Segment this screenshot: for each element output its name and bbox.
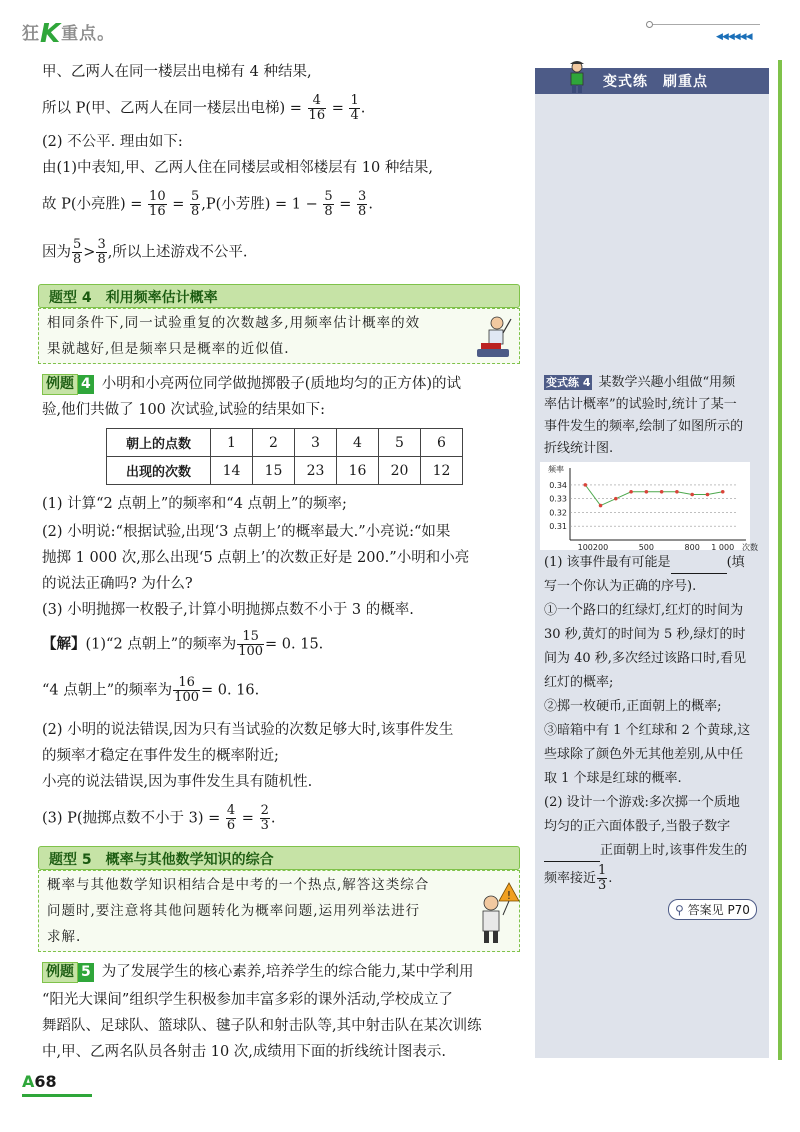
section-note-type4 xyxy=(38,308,520,364)
x-tick-label: 100 xyxy=(577,543,593,552)
fraction: $\frac{5}{8}$ xyxy=(324,189,333,219)
text-line: (1) 该事件最有可能是 (填 xyxy=(544,552,745,574)
text-line: (1) 计算“2 点朝上”的频率和“4 点朝上”的频率; xyxy=(42,496,347,512)
section-note-type5 xyxy=(38,870,520,952)
section-title: 题型 4 利用频率估计概率 xyxy=(49,290,218,306)
page-number: A68 xyxy=(22,1072,57,1091)
data-point xyxy=(629,490,633,494)
student-icon xyxy=(565,60,589,94)
text-line: 间为 40 秒,多次经过该路口时,看见 xyxy=(544,651,747,666)
table-header-cell: 朝上的点数 xyxy=(107,429,211,457)
key-icon: ⚲ xyxy=(675,903,684,917)
brand-logo xyxy=(22,16,116,49)
answer-blank[interactable] xyxy=(671,560,727,574)
text-line: 【解】(1)“2 点朝上”的频率为 $\frac{15}{100}$ = 0. 15. xyxy=(42,629,324,659)
text-line: ①一个路口的红绿灯,红灯的时间为 xyxy=(544,603,744,618)
fraction: $\frac{1}{4}$ xyxy=(350,93,359,123)
fraction: $\frac{4}{6}$ xyxy=(226,803,236,833)
text-line: 甲、乙两人在同一楼层出电梯有 4 种结果, xyxy=(42,64,312,80)
note-line: 果就越好,但是频率只是概率的近似值. xyxy=(47,341,290,357)
fraction: $\frac{15}{100}$ xyxy=(238,629,264,659)
page-edge-bar xyxy=(778,60,782,1060)
text-line: 红灯的概率; xyxy=(544,675,614,690)
text-line: 取 1 个球是红球的概率. xyxy=(544,771,682,786)
text-line: 率估计概率”的试验时,统计了某一 xyxy=(544,397,737,412)
frequency-line-chart xyxy=(540,462,758,552)
text-line: 因为 $\frac{5}{8}$ > $\frac{3}{8}$ ,所以上述游戏不公平. xyxy=(42,237,248,267)
variant-tag: 变式练 4 xyxy=(546,376,591,389)
fraction: $\frac{16}{100}$ xyxy=(174,675,199,705)
svg-text:!: ! xyxy=(506,889,512,902)
data-point xyxy=(599,504,603,508)
text-line: 由(1)中表知,甲、乙两人住在同楼层或相邻楼层有 10 种结果, xyxy=(42,160,433,176)
table-cell: 6 xyxy=(421,429,463,457)
example-line: 例题 5 为了发展学生的核心素养,培养学生的综合能力,某中学利用 xyxy=(42,962,473,983)
text-line: 变式练 4 某数学兴趣小组做“用频 xyxy=(546,375,736,390)
text-line: 所以 P(甲、乙两人在同一楼层出电梯) = $\frac{4}{16}$ = $\frac{1}{4}$ . xyxy=(42,93,366,123)
table-cell: 23 xyxy=(295,457,337,485)
text-line: 小亮的说法错误,因为事件发生具有随机性. xyxy=(42,774,313,790)
header-rule xyxy=(650,24,760,25)
text-line: (3) P(抛掷点数不小于 3) = $\frac{4}{6}$ = $\frac{2}{3}$ . xyxy=(42,803,276,833)
page-a-icon: A xyxy=(22,1072,35,1091)
y-tick-label: 0.32 xyxy=(549,508,567,518)
logo-prefix: 狂 xyxy=(22,24,40,44)
text-line: 抛掷 1 000 次,那么出现‘5 点朝上’的次数正好是 200.”小明和小亮 xyxy=(42,550,470,566)
text-line: 写一个你认为正确的序号). xyxy=(544,579,697,594)
text-line: 的说法正确吗? 为什么? xyxy=(42,576,193,592)
text-line: “4 点朝上”的频率为 $\frac{16}{100}$ = 0. 16. xyxy=(42,675,260,705)
text-line: “阳光大课间”组织学生积极参加丰富多彩的课外活动,学校成立了 xyxy=(42,992,453,1008)
data-point xyxy=(614,497,618,501)
logo-k: K xyxy=(40,19,62,49)
text-line: 频率接近 $\frac{1}{3}$ . xyxy=(544,863,613,893)
section-header-type5 xyxy=(38,846,520,870)
text-line: ②掷一枚硬币,正面朝上的概率; xyxy=(544,699,722,714)
y-tick-label: 0.33 xyxy=(549,494,567,504)
section-header-type4 xyxy=(38,284,520,308)
fraction: $\frac{10}{16}$ xyxy=(149,189,166,219)
y-tick-label: 0.31 xyxy=(549,522,567,532)
answer-link[interactable] xyxy=(668,899,757,920)
data-point xyxy=(583,483,587,487)
logo-suffix: 重点。 xyxy=(61,24,116,44)
table-cell: 2 xyxy=(253,429,295,457)
text-line: 正面朝上时,该事件发生的 xyxy=(544,840,747,862)
x-tick-label: 800 xyxy=(684,543,700,552)
solution-tag: 【解】 xyxy=(42,635,86,653)
text-line: 均匀的正六面体骰子,当骰子数字 xyxy=(544,819,731,834)
text-line: ③暗箱中有 1 个红球和 2 个黄球,这 xyxy=(544,723,751,738)
fraction: $\frac{3}{8}$ xyxy=(358,189,367,219)
warning-mascot-icon xyxy=(473,881,519,947)
data-point xyxy=(660,490,664,494)
note-line: 求解. xyxy=(47,929,82,945)
example-tag: 例题 xyxy=(42,374,78,395)
data-point xyxy=(675,490,679,494)
dice-results-table xyxy=(106,428,463,485)
text-line: (2) 小明的说法错误,因为只有当试验的次数足够大时,该事件发生 xyxy=(42,722,454,738)
table-cell: 1 xyxy=(211,429,253,457)
header-arrows-icon: ◀◀◀◀◀◀ xyxy=(716,32,752,42)
page-number-bar xyxy=(22,1094,92,1097)
table-row xyxy=(107,429,463,457)
fraction: $\frac{1}{3}$ xyxy=(598,863,607,893)
table-cell: 15 xyxy=(253,457,295,485)
header-dot xyxy=(646,21,653,28)
example-number: 4 xyxy=(78,375,94,394)
text-line: 事件发生的频率,绘制了如图所示的 xyxy=(544,419,744,434)
answer-link-label: 答案见 P70 xyxy=(687,903,750,917)
text-line: 折线统计图. xyxy=(544,441,614,456)
example-tag: 例题 xyxy=(42,962,78,983)
fraction: $\frac{4}{16}$ xyxy=(308,93,326,123)
fraction: $\frac{5}{8}$ xyxy=(190,189,200,219)
data-point xyxy=(690,493,694,497)
text-line: 的频率才稳定在事件发生的概率附近; xyxy=(42,748,279,764)
y-axis-label: 频率 xyxy=(548,465,564,474)
x-axis-label: 次数 xyxy=(742,543,758,552)
table-cell: 3 xyxy=(295,429,337,457)
table-cell: 14 xyxy=(211,457,253,485)
section-title: 题型 5 概率与其他数学知识的综合 xyxy=(49,852,274,868)
data-point xyxy=(645,490,649,494)
y-tick-label: 0.34 xyxy=(549,480,567,490)
text-line: (2) 设计一个游戏:多次掷一个质地 xyxy=(544,795,740,810)
sidebar-banner-title: 变式练 刷重点 xyxy=(603,74,708,90)
fraction: $\frac{3}{8}$ xyxy=(97,237,106,267)
example-line: 例题 4 小明和小亮两位同学做抛掷骰子(质地均匀的正方体)的试 xyxy=(42,374,461,395)
x-tick-label: 500 xyxy=(638,543,655,552)
table-cell: 16 xyxy=(337,457,379,485)
text-line: (3) 小明抛掷一枚骰子,计算小明抛掷点数不小于 3 的概率. xyxy=(42,602,414,618)
mascot-icon xyxy=(471,313,515,363)
text-line: 中,甲、乙两名队员各射击 10 次,成绩用下面的折线统计图表示. xyxy=(42,1044,446,1060)
data-point xyxy=(706,493,710,497)
fraction: $\frac{2}{3}$ xyxy=(260,803,269,833)
text-line: 故 P(小亮胜) = $\frac{10}{16}$ = $\frac{5}{8}$ ,P(小芳胜) = 1 − $\frac{5}{8}$ = $\frac{3}{8}$ . xyxy=(42,189,373,219)
data-point xyxy=(721,490,725,494)
text-line: (2) 小明说:“根据试验,出现‘3 点朝上’的概率最大.”小亮说:“如果 xyxy=(42,524,451,540)
table-header-cell: 出现的次数 xyxy=(107,457,211,485)
table-cell: 5 xyxy=(379,429,421,457)
text-line: 30 秒,黄灯的时间为 5 秒,绿灯的时 xyxy=(544,627,746,642)
x-tick-label: 200 xyxy=(592,543,609,552)
table-cell: 20 xyxy=(379,457,421,485)
answer-blank[interactable] xyxy=(544,848,600,862)
table-row xyxy=(107,457,463,485)
x-tick-label: 1 000 xyxy=(711,543,735,552)
series-line xyxy=(585,485,722,506)
fraction: $\frac{5}{8}$ xyxy=(73,237,82,267)
text-line: 舞蹈队、足球队、篮球队、毽子队和射击队等,其中射击队在某次训练 xyxy=(42,1018,482,1034)
page-header xyxy=(0,0,800,60)
table-cell: 12 xyxy=(421,457,463,485)
text-line: (2) 不公平. 理由如下: xyxy=(42,134,183,150)
text-line: 些球除了颜色外无其他差别,从中任 xyxy=(544,747,744,762)
note-line: 相同条件下,同一试验重复的次数越多,用频率估计概率的效 xyxy=(47,315,421,331)
example-number: 5 xyxy=(78,963,94,982)
table-cell: 4 xyxy=(337,429,379,457)
note-line: 问题时,要注意将其他问题转化为概率问题,运用列举法进行 xyxy=(47,903,421,919)
text-line: 验,他们共做了 100 次试验,试验的结果如下: xyxy=(42,402,325,418)
note-line: 概率与其他数学知识相结合是中考的一个热点,解答这类综合 xyxy=(47,877,430,893)
